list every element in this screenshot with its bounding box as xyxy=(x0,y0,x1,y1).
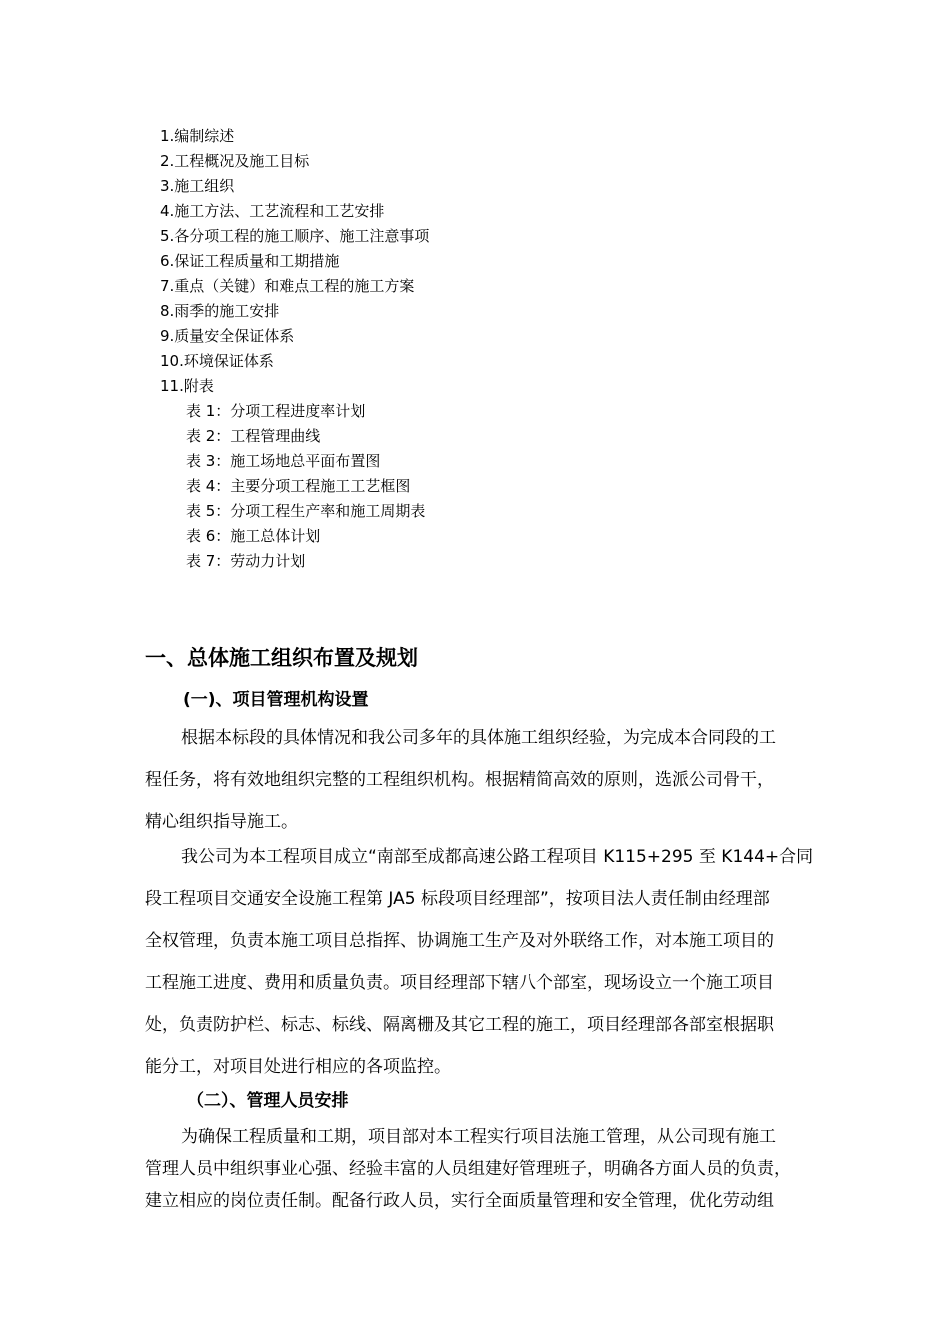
paragraph-line: 精心组织指导施工。 xyxy=(145,812,298,832)
subsection-heading: （二）、管理人员安排 xyxy=(187,1091,349,1111)
toc-item: 8.雨季的施工安排 xyxy=(160,302,280,320)
toc-item: 4.施工方法、工艺流程和工艺安排 xyxy=(160,202,385,220)
toc-item: 5.各分项工程的施工顺序、施工注意事项 xyxy=(160,227,430,245)
paragraph-line: 处，负责防护栏、标志、标线、隔离栅及其它工程的施工，项目经理部各部室根据职 xyxy=(145,1015,774,1035)
paragraph-line: 我公司为本工程项目成立“南部至成都高速公路工程项目 K115+295 至 K144+合同 xyxy=(181,847,814,867)
toc-item: 11.附表 xyxy=(160,377,214,395)
toc-item: 1.编制综述 xyxy=(160,127,235,145)
toc-item: 9.质量安全保证体系 xyxy=(160,327,295,345)
toc-table-item: 表 6：施工总体计划 xyxy=(186,527,321,545)
paragraph-line: 全权管理，负责本施工项目总指挥、协调施工生产及对外联络工作，对本施工项目的 xyxy=(145,931,774,951)
toc-item: 7.重点（关键）和难点工程的施工方案 xyxy=(160,277,415,295)
paragraph-line: 建立相应的岗位责任制。配备行政人员，实行全面质量管理和安全管理，优化劳动组 xyxy=(145,1191,774,1211)
toc-item: 6.保证工程质量和工期措施 xyxy=(160,252,340,270)
toc-table-item: 表 2：工程管理曲线 xyxy=(186,427,321,445)
section-heading: 一、总体施工组织布置及规划 xyxy=(145,646,418,670)
paragraph-line: 工程施工进度、费用和质量负责。项目经理部下辖八个部室，现场设立一个施工项目 xyxy=(145,973,774,993)
paragraph-line: 能分工，对项目处进行相应的各项监控。 xyxy=(145,1057,451,1077)
table-of-contents xyxy=(160,124,429,574)
paragraph-line: 为确保工程质量和工期，项目部对本工程实行项目法施工管理，从公司现有施工 xyxy=(181,1127,776,1147)
paragraph-line: 管理人员中组织事业心强、经验丰富的人员组建好管理班子，明确各方面人员的负责， xyxy=(145,1159,791,1179)
paragraph-line: 根据本标段的具体情况和我公司多年的具体施工组织经验，为完成本合同段的工 xyxy=(181,728,776,748)
paragraph-line: 程任务，将有效地组织完整的工程组织机构。根据精简高效的原则，选派公司骨干， xyxy=(145,770,774,790)
toc-item: 10.环境保证体系 xyxy=(160,352,274,370)
paragraph xyxy=(145,836,865,1088)
toc-table-item: 表 4：主要分项工程施工工艺框图 xyxy=(186,477,411,495)
toc-item: 2.工程概况及施工目标 xyxy=(160,152,310,170)
paragraph-line: 段工程项目交通安全设施工程第 JA5 标段项目经理部”，按项目法人责任制由经理部 xyxy=(145,889,770,909)
subsection-heading: (一)、项目管理机构设置 xyxy=(183,690,369,710)
toc-table-item: 表 3：施工场地总平面布置图 xyxy=(186,452,381,470)
toc-table-item: 表 1：分项工程进度率计划 xyxy=(186,402,366,420)
toc-item: 3.施工组织 xyxy=(160,177,235,195)
toc-table-item: 表 7：劳动力计划 xyxy=(186,552,306,570)
paragraph xyxy=(145,717,865,843)
paragraph xyxy=(145,1121,865,1217)
toc-table-item: 表 5：分项工程生产率和施工周期表 xyxy=(186,502,426,520)
